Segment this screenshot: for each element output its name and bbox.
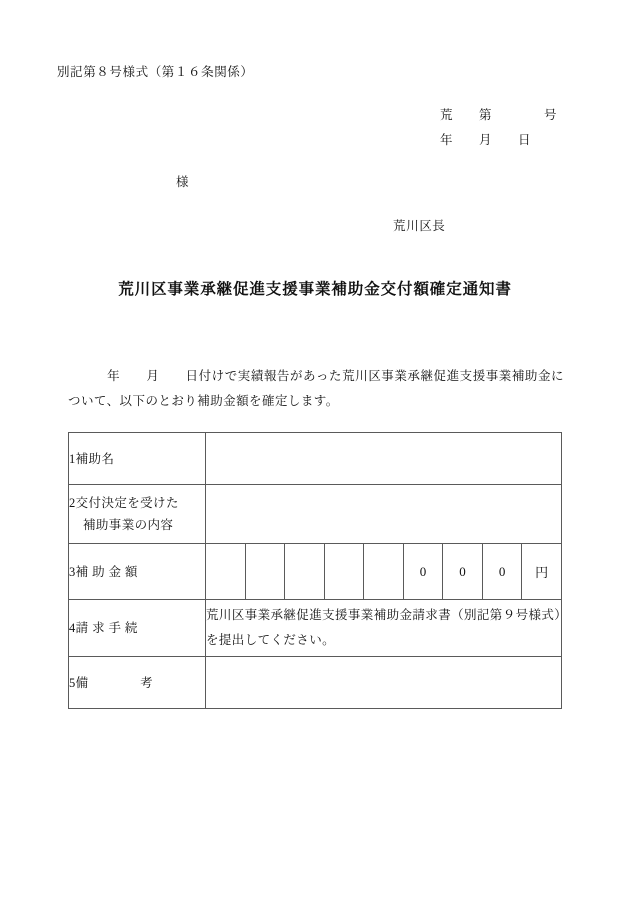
row-label-text: 備 考 xyxy=(75,675,154,690)
amount-digit-cell[interactable] xyxy=(364,544,404,600)
form-number: 別記第８号様式（第１６条関係） xyxy=(57,65,254,79)
row-value-project-content[interactable] xyxy=(206,485,562,544)
row-label-subsidy-amount xyxy=(69,544,206,600)
issuer-name: 荒川区長 xyxy=(393,219,446,233)
row-label-subsidy-name xyxy=(69,433,206,485)
page-title: 荒川区事業承継促進支援事業補助金交付額確定通知書 xyxy=(118,281,512,298)
document-number-line: 荒 第 号 xyxy=(440,108,558,122)
table-row xyxy=(69,485,562,544)
row-number: 2 xyxy=(69,496,76,510)
body-paragraph-lead: 年 月 日付けで実績報告があった xyxy=(68,369,343,383)
row-label-text: 補助名 xyxy=(75,451,115,466)
amount-digit-cell[interactable] xyxy=(324,544,364,600)
row-label-remarks xyxy=(69,657,206,709)
row-label-project-content xyxy=(69,485,206,544)
row-label-text: 請 求 手 続 xyxy=(75,621,138,635)
row-value-remarks[interactable] xyxy=(206,657,562,709)
table-row xyxy=(69,657,562,709)
row-label-text: 補 助 金 額 xyxy=(75,564,138,579)
row-label-text: 交付決定を受けた xyxy=(75,496,179,510)
document-date-line: 年 月 日 xyxy=(440,133,532,147)
row-value-claim-procedure: 荒川区事業承継促進支援事業補助金請求書（別記第９号様式）を提出してください。 xyxy=(206,600,562,657)
row-label-text-line2: 補助事業の内容 xyxy=(83,518,174,532)
amount-digit-cell[interactable] xyxy=(285,544,325,600)
amount-digit-cell[interactable]: 0 xyxy=(482,544,522,600)
amount-digit-cell[interactable] xyxy=(245,544,285,600)
row-number: 4 xyxy=(69,621,76,635)
amount-digit-cell[interactable] xyxy=(206,544,246,600)
row-number: 3 xyxy=(69,564,76,579)
form-table xyxy=(68,432,562,709)
body-paragraph-rest: 荒川区事業承継促進支援事業補助金について、以下のとおり補助金額を確定します。 xyxy=(68,369,564,408)
body-paragraph xyxy=(68,364,564,414)
amount-currency-cell: 円 xyxy=(522,544,562,600)
amount-digit-cell[interactable]: 0 xyxy=(403,544,443,600)
table-row xyxy=(69,433,562,485)
addressee-honorific: 様 xyxy=(176,175,189,189)
amount-digit-cell[interactable]: 0 xyxy=(443,544,483,600)
row-number: 1 xyxy=(69,451,76,466)
row-label-claim-procedure xyxy=(69,600,206,657)
row-value-subsidy-name[interactable] xyxy=(206,433,562,485)
row-number: 5 xyxy=(69,675,76,690)
table-row xyxy=(69,544,562,600)
table-row xyxy=(69,600,562,657)
